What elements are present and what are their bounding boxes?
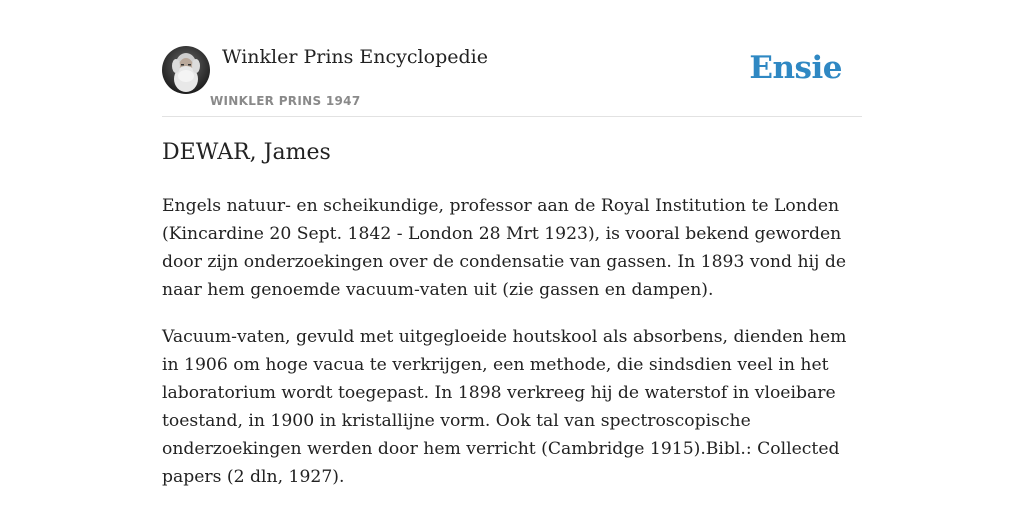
bearded-portrait-icon: [162, 46, 210, 94]
article-paragraph: Vacuum-vaten, gevuld met uitgegloeide houtskool als absorbens, dienden hem in 1906 om hoge vacua te verkrijgen, een methode, die sindsdien veel in het laboratorium wordt toegepast. In 1898 verkreeg hij de waterstof in vloeibare toestand, in 1900 in kristallijne vorm. Ook tal van spectroscopische onderzoekingen werden door hem verricht (Cambridge 1915).Bibl.: Collected papers (2 dln, 1927).: [162, 327, 847, 487]
source-header: [162, 0, 862, 117]
avatar[interactable]: [162, 46, 210, 94]
article-paragraph: Engels natuur- en scheikundige, professor aan de Royal Institution te Londen (Kincardine 20 Sept. 1842 - London 28 Mrt 1923), is vooral bekend geworden door zijn onderzoekingen over de condensatie van gassen. In 1893 vond hij de naar hem genoemde vacuum-vaten uit (zie gassen en dampen).: [162, 196, 847, 300]
entry-title: DEWAR, James: [162, 140, 331, 165]
source-subtitle: WINKLER PRINS 1947: [210, 94, 361, 108]
brand-logo[interactable]: Ensie: [749, 50, 842, 86]
source-title[interactable]: Winkler Prins Encyclopedie: [222, 46, 488, 68]
